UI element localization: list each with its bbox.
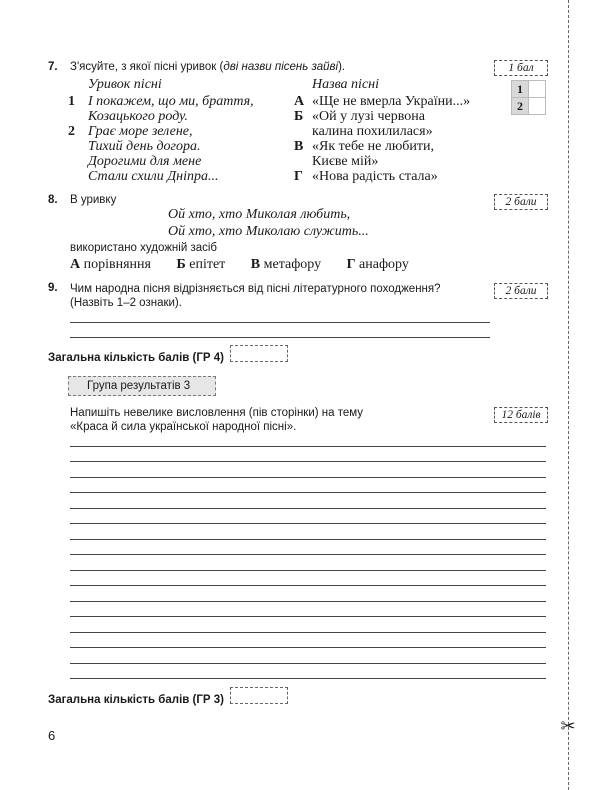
essay-line[interactable]: [70, 585, 546, 586]
essay-line[interactable]: [70, 492, 546, 493]
essay-line[interactable]: [70, 616, 546, 617]
q7-prompt-start: З'ясуйте, з якої пісні уривок (: [70, 61, 224, 73]
q8-quote: [168, 206, 369, 240]
q7-answer-row: [512, 81, 546, 98]
q7-title-b-letter: Б: [294, 109, 304, 124]
q7-fragment-2-num: 2: [68, 124, 75, 139]
q7-title-g-line-1: «Нова радість стала»: [312, 169, 438, 184]
essay-line[interactable]: [70, 539, 546, 540]
q8-option-v-letter: В: [250, 257, 261, 272]
group3-task: [70, 406, 363, 434]
q7-title-v-line-1: «Як тебе не любити,: [312, 139, 435, 154]
q9-answer-line[interactable]: [70, 322, 490, 323]
q7-title-a-letter: А: [294, 94, 305, 109]
q7-answer-row: [512, 98, 546, 115]
q8-number: 8.: [48, 194, 58, 206]
q7-fragment-1-num: 1: [68, 94, 75, 109]
essay-line[interactable]: [70, 601, 546, 602]
q9-number: 9.: [48, 282, 58, 294]
q8-option-a-text: порівняння: [83, 257, 151, 272]
cut-line: [568, 0, 569, 790]
q7-title-v-letter: В: [294, 139, 304, 154]
q8-option-g[interactable]: [347, 257, 409, 272]
q8-option-v[interactable]: [251, 257, 321, 272]
q7-prompt-italic: дві назви пісень зайві: [223, 61, 339, 73]
group3-task-line-2: «Краса й сила української народної пісні».: [70, 421, 297, 433]
group-results-3: Група результатів 3: [68, 376, 216, 396]
q8-option-g-letter: Г: [346, 257, 356, 272]
essay-line[interactable]: [70, 508, 546, 509]
group3-score: 12 балів: [494, 407, 548, 423]
q8-option-v-text: метафору: [263, 257, 322, 272]
essay-line[interactable]: [70, 647, 546, 648]
q8-option-b-text: епітет: [189, 257, 226, 272]
q7-number: 7.: [48, 61, 58, 73]
q7-title-b-line-2: калина похилилася»: [312, 124, 433, 139]
q7-title-g-letter: Г: [294, 169, 303, 184]
group3-task-line-1: Напишіть невелике висловлення (пів сторінки) на тему: [70, 407, 364, 419]
essay-line[interactable]: [70, 663, 546, 664]
q7-score: 1 бал: [494, 60, 548, 76]
total-gr4-label: Загальна кількість балів (ГР 4): [48, 352, 224, 364]
q8-quote-line-1: Ой хто, хто Миколая любить,: [168, 207, 351, 222]
q7-fragment-1-line-2: Козацького роду.: [88, 109, 188, 124]
q7-fragment-2-line-4: Стали схили Дніпра...: [88, 169, 219, 184]
q7-title-a-line-1: «Ще не вмерла України...»: [312, 94, 471, 109]
essay-line[interactable]: [70, 461, 546, 462]
q7-title-b-line-1: «Ой у лузі червона: [312, 109, 425, 124]
scissors-icon: ✂: [560, 716, 576, 736]
q7-fragment-2-line-1: Грає море зелене,: [88, 124, 193, 139]
q8-quote-line-2: Ой хто, хто Миколаю служить...: [168, 224, 369, 239]
q7-title-v-line-2: Києве мій»: [312, 154, 379, 169]
essay-line[interactable]: [70, 477, 546, 478]
q7-fragment-1: [88, 94, 254, 124]
q7-col-fragment: Уривок пісні: [88, 77, 162, 92]
q9-prompt: [70, 282, 441, 310]
q7-fragment-1-line-1: І покажем, що ми, браття,: [88, 94, 254, 109]
q7-answer-cell-2[interactable]: [529, 98, 546, 115]
q9-answer-line[interactable]: [70, 337, 490, 338]
essay-line[interactable]: [70, 678, 546, 679]
q8-option-b[interactable]: [176, 257, 225, 272]
q8-options: [70, 257, 409, 273]
q7-fragment-2-line-3: Дорогими для мене: [88, 154, 202, 169]
q8-option-a[interactable]: [70, 257, 151, 272]
q7-fragment-2: [88, 124, 219, 184]
q9-prompt-line-2: (Назвіть 1–2 ознаки).: [70, 297, 182, 309]
essay-line[interactable]: [70, 632, 546, 633]
q7-title-b: [312, 109, 433, 139]
total-gr3-box[interactable]: [230, 687, 288, 704]
essay-line[interactable]: [70, 446, 546, 447]
page-number: 6: [48, 728, 56, 743]
q7-col-title: Назва пісні: [312, 77, 379, 92]
q7-fragment-2-line-2: Тихий день догора.: [88, 139, 201, 154]
q9-score: 2 бали: [494, 283, 548, 299]
q7-answer-row-label: 2: [512, 98, 529, 115]
q7-prompt-end: ).: [338, 61, 346, 73]
q8-option-a-letter: А: [70, 257, 81, 272]
q8-option-g-text: анафору: [359, 257, 409, 272]
q8-prompt: В уривку: [70, 194, 117, 206]
q7-title-v: [312, 139, 434, 169]
q8-score: 2 бали: [494, 194, 548, 210]
essay-line[interactable]: [70, 570, 546, 571]
q9-prompt-line-1: Чим народна пісня відрізняється від пісні літературного походження?: [70, 283, 441, 295]
q7-title-a: [312, 94, 470, 109]
q7-prompt: [70, 61, 345, 73]
total-gr3-label: Загальна кількість балів (ГР 3): [48, 694, 224, 706]
q7-title-g: [312, 169, 438, 184]
q8-question: використано художній засіб: [70, 242, 218, 254]
total-gr4-box[interactable]: [230, 345, 288, 362]
essay-line[interactable]: [70, 523, 546, 524]
essay-line[interactable]: [70, 554, 546, 555]
q7-answer-row-label: 1: [512, 81, 529, 98]
q7-answer-grid: [511, 80, 546, 115]
q8-option-b-letter: Б: [176, 257, 186, 272]
q7-answer-cell-1[interactable]: [529, 81, 546, 98]
